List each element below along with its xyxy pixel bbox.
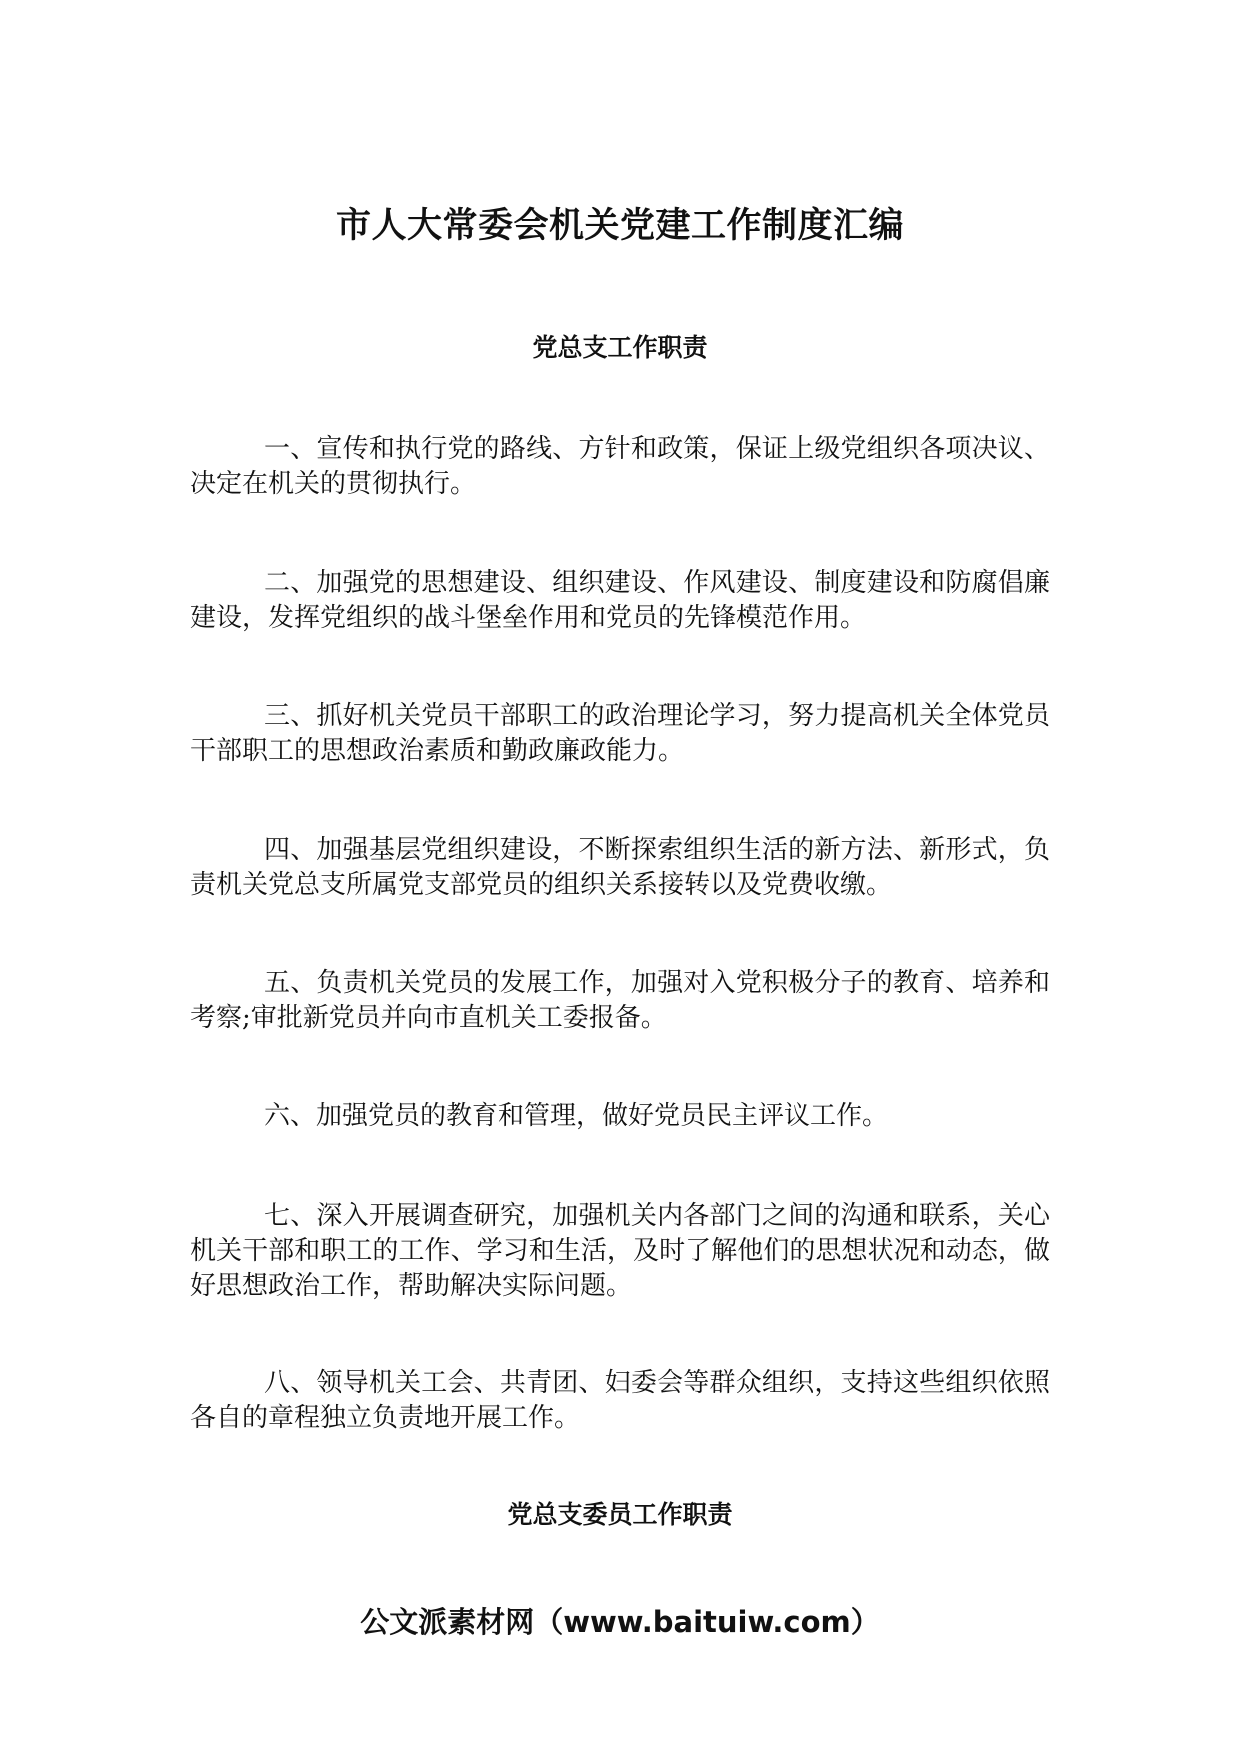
paragraph-7: 七、深入开展调查研究，加强机关内各部门之间的沟通和联系，关心机关干部和职工的工作、学习和生活，及时了解他们的思想状况和动态，做好思想政治工作，帮助解决实际问题。 (190, 1201, 1050, 1301)
section-heading-party-branch-duties: 党总支工作职责 (532, 333, 708, 362)
paragraph-1: 一、宣传和执行党的路线、方针和政策，保证上级党组织各项决议、决定在机关的贯彻执行。 (190, 434, 1050, 499)
paragraph-4: 四、加强基层党组织建设，不断探索组织生活的新方法、新形式，负责机关党总支所属党支部党员的组织关系接转以及党费收缴。 (190, 835, 1050, 900)
paragraph-5: 五、负责机关党员的发展工作，加强对入党积极分子的教育、培养和考察;审批新党员并向市直机关工委报备。 (190, 968, 1050, 1033)
paragraph-3: 三、抓好机关党员干部职工的政治理论学习，努力提高机关全体党员干部职工的思想政治素质和勤政廉政能力。 (190, 701, 1050, 766)
section-heading-committee-member-duties: 党总支委员工作职责 (507, 1500, 733, 1529)
paragraph-2: 二、加强党的思想建设、组织建设、作风建设、制度建设和防腐倡廉建设，发挥党组织的战斗堡垒作用和党员的先锋模范作用。 (190, 568, 1050, 633)
paragraph-8: 八、领导机关工会、共青团、妇委会等群众组织，支持这些组织依照各自的章程独立负责地开展工作。 (190, 1368, 1050, 1433)
document-title: 市人大常委会机关党建工作制度汇编 (335, 206, 904, 246)
paragraph-6: 六、加强党员的教育和管理，做好党员民主评议工作。 (264, 1101, 889, 1131)
footer-watermark: 公文派素材网（www.baituiw.com） (360, 1605, 880, 1639)
